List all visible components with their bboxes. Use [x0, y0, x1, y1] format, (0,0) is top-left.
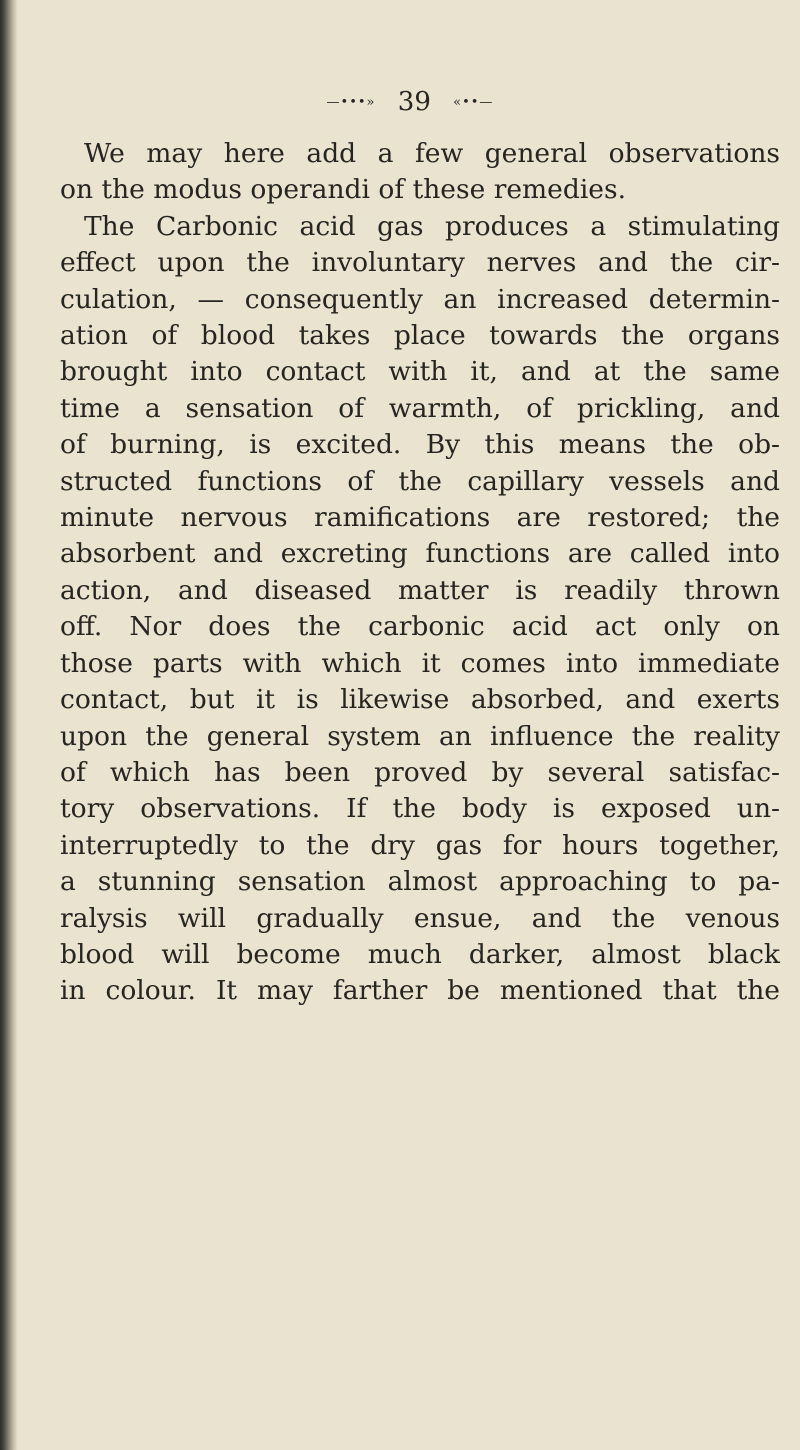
text-line: those parts with which it comes into immediate: [60, 647, 780, 679]
text-line: blood will become much darker, almost black: [60, 938, 780, 970]
ornament-left: —•••»: [326, 95, 376, 110]
text-line: ation of blood takes place towards the organs: [60, 320, 780, 352]
body-text: [60, 136, 780, 1010]
running-head: [40, 82, 780, 122]
text-line: in colour. It may farther be mentioned that the: [60, 975, 780, 1007]
text-line: interruptedly to the dry gas for hours together,: [60, 829, 780, 861]
text-line: culation, — consequently an increased determin-: [60, 283, 780, 315]
text-line: upon the general system an influence the reality: [60, 720, 780, 752]
text-line: The Carbonic acid gas produces a stimulating: [84, 210, 780, 242]
text-line: ralysis will gradually ensue, and the venous: [60, 902, 780, 934]
text-line: brought into contact with it, and at the same: [60, 356, 780, 388]
text-line: action, and diseased matter is readily thrown: [60, 574, 780, 606]
text-line: off. Nor does the carbonic acid act only on: [60, 611, 780, 643]
text-line: structed functions of the capillary vessels and: [60, 465, 780, 497]
book-page: [60, 82, 780, 1010]
book-binding-edge: [0, 0, 18, 1450]
ornament-right: «••—: [453, 95, 494, 110]
page-number: 39: [397, 87, 431, 117]
text-line: effect upon the involuntary nerves and the cir-: [60, 247, 780, 279]
text-line: tory observations. If the body is exposed un-: [60, 793, 780, 825]
text-line: We may here add a few general observations: [84, 138, 780, 169]
text-line: absorbent and excreting functions are called into: [60, 538, 780, 570]
text-line: a stunning sensation almost approaching to pa-: [60, 866, 780, 898]
text-line: on the modus operandi of these remedies.: [60, 174, 626, 206]
text-line: of which has been proved by several satisfac-: [60, 756, 780, 788]
text-line: time a sensation of warmth, of prickling, and: [60, 392, 780, 424]
text-line: minute nervous ramifications are restored; the: [60, 502, 780, 534]
text-line: of burning, is excited. By this means the ob-: [60, 429, 780, 461]
text-line: contact, but it is likewise absorbed, and exerts: [60, 684, 780, 716]
